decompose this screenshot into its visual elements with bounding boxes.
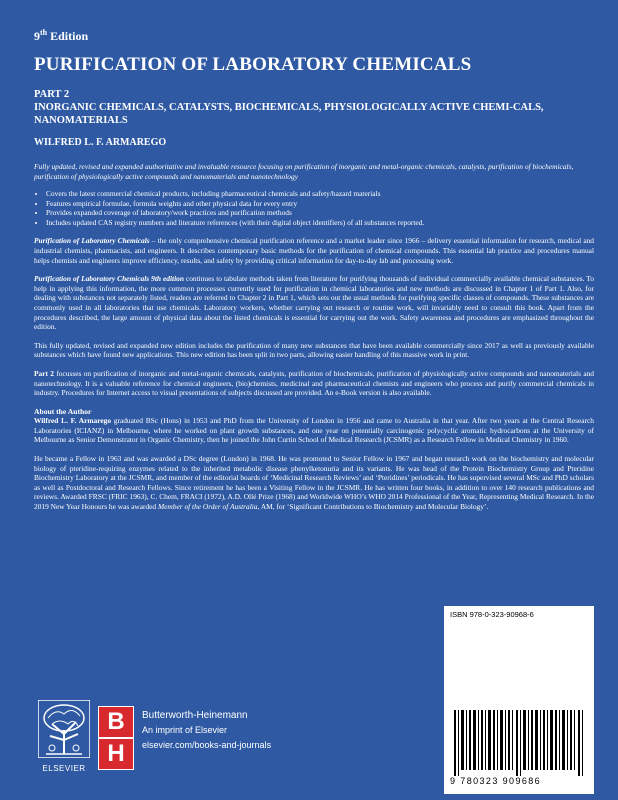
bh-logo-h: H [99,739,133,769]
feature-item: • Features empirical formulae, formula weights and other physical data for every entry [46,199,594,209]
feature-item: • Includes updated CAS registry numbers and literature references (with their digital object identifiers) of all substances reported. [46,218,594,228]
feature-item: • Provides expanded coverage of laboratory/work practices and purification methods [46,208,594,218]
elsevier-wordmark: ELSEVIER [42,764,86,773]
publisher-name: Butterworth-Heinemann [142,710,248,721]
edition-label: 9th Edition [34,28,89,43]
butterworth-heinemann-logo [98,706,134,770]
description-paragraph-4: Part 2 focusses on purification of inorganic and metal-organic chemicals, catalysts, purification of biochemicals, purification of physiologically active compounds and nanomaterials and nanotechnology. It is a valuable reference for chemical engineers, (bio)chemists, medicinal and pharmaceutical chemists and engineers who process and purify commercial chemicals in industry. Procedures for Internet access to visual presentations of subjects discussed are provided. An e-Book version is also available. [34,368,594,398]
barcode-number: 9 780323 909686 [450,776,542,786]
back-cover-content [34,28,594,521]
feature-list [34,189,594,227]
barcode-icon [452,710,586,776]
book-subtitle: INORGANIC CHEMICALS, CATALYSTS, BIOCHEMICALS, PHYSIOLOGICALLY ACTIVE CHEMI-CALS, NANOMATERIALS [34,102,544,126]
elsevier-tree-icon [38,700,90,758]
part-label: PART 2 [34,89,70,100]
about-author-paragraph-1: Wilfred L. F. Armarego graduated BSc (Hons) in 1953 and PhD from the University of London in 1956 and came to Australia in that year. After two years at the Central Research Laboratories (ICIANZ) in Melbourne, where he worked on plant growth substances, and one year on potentially carcinogenic polycyclic aromatic hydrocarbons at the University of Melbourne as Senior Demonstrator in Organic Chemistry, then he joined the John Curtin School of Medical Research (JCSMR) as a Research Fellow in Medical Chemistry in 1960. [34,416,595,445]
publisher-footer [34,610,594,790]
publisher-info [142,708,271,753]
description-paragraph-1: Purification of Laboratory Chemicals – the only comprehensive chemical purification reference and a market leader since 1966 – delivery essential information for research, medical and industrial chemists, pharmacists, and engineers. It describes contemporary basic methods for the purification of chemical compounds. This essential lab practice and procedures manual helps chemists and engineers improve efficiency, results, and safety by providing critical information for day-to-day lab and processing work. [34,236,594,265]
website-url: elsevier.com/books-and-journals [142,740,272,750]
intro-text: Fully updated, revised and expanded authoritative and invaluable resource focusing on purification of inorganic and metal-organic chemicals, catalysts, purification of biochemicals, purification of physiologically active compounds and nanomaterials and nanotechnology [34,162,574,181]
elsevier-logo [34,700,94,784]
isbn-label: ISBN 978-0-323-90968-6 [450,610,534,619]
book-title: PURIFICATION OF LABORATORY CHEMICALS [34,54,472,75]
imprint-line: An imprint of Elsevier [142,725,228,735]
isbn-barcode-box [444,606,594,794]
author-name: WILFRED L. F. ARMAREGO [34,137,167,148]
about-author-heading: About the Author [34,406,92,416]
about-author-paragraph-2: He became a Fellow in 1963 and was awarded a DSc degree (London) in 1968. He was promoted to Senior Fellow in 1967 and began research work on the biochemistry and molecular biology of pteridine-requiring enzymes related to the inherited metabolic disease phenylketonuria and its variants. He was head of the Protein Biochemistry Group and Pteridine Biochemistry Laboratory at the JCSMR, and member of the editorial boards of ‘Medicinal Research Reviews’ and ‘Pteridines’ periodicals. He has supervised several MSc and PhD scholars as well as Postdoctoral and Research Fellows. Since retirement he has been a Visiting Fellow in the JCSMR. He has written four books, in addition to over 140 research publications and reviews. Awarded FRSC (FRIC 1963), C. Chem, FRACI (1972), A.D. Ollé Prize (1968) and Worldwide WHO’s WHO 2014 Professional of the Year, Representing Medical Research. In the 2019 New Year Honours he was awarded Member of the Order of Australia, AM, for ‘Significant Contributions to Biochemistry and Molecular Biology’. [34,454,594,512]
feature-item: • Covers the latest commercial chemical products, including pharmaceutical chemicals and safety/hazard materials [46,189,594,199]
bh-logo-b: B [99,707,133,737]
description-paragraph-2: Purification of Laboratory Chemicals 9th edition continues to tabulate methods taken from literature for purifying thousands of individual commercially available chemical substances. To help in applying this information, the more common processes currently used for purification in chemical laboratories and new methods are discussed in Chapter 1 of Part 1. Also, for dealing with substances not separately listed, readers are referred to Chapter 2 in Part 1, which sets out the usual methods for purifying specific classes of compounds. These substances are commonly used in all laboratories that use chemicals. Laboratory workers, whether carrying out research or routine work, will invariably need to consult this book. Apart from the procedures described, the large amount of physical data about the listed chemicals is essential for carrying out the work. Safety awareness and procedures are emphasized throughout the edition. [34,274,594,332]
description-paragraph-3: This fully updated, revised and expanded new edition includes the purification of many new substances that have been available commercially since 2017 as well as previously available substances which have found new applications. This new edition has been split in two parts, allowing easier handling of this massive work in print. [34,340,594,360]
